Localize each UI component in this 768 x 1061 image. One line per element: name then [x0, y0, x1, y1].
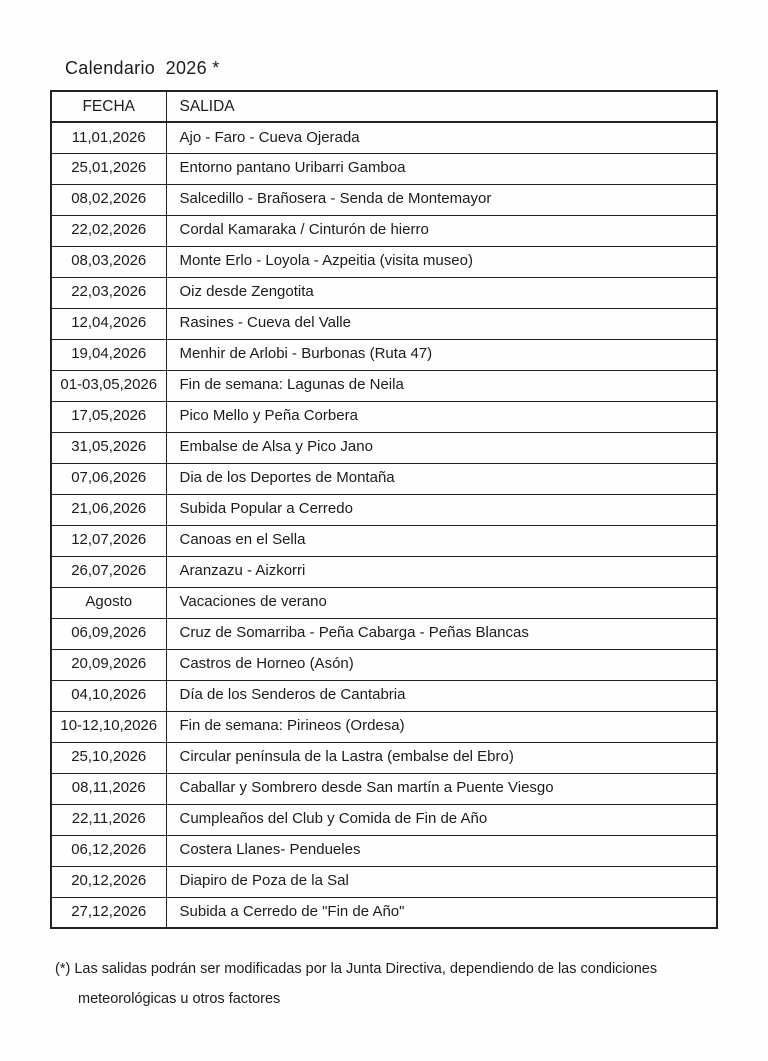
salida-cell: Vacaciones de verano: [166, 587, 717, 618]
table-row: [51, 494, 717, 525]
table-row: [51, 153, 717, 184]
table-row: [51, 835, 717, 866]
fecha-cell: 08,02,2026: [51, 184, 166, 215]
salida-cell: Cruz de Somarriba - Peña Cabarga - Peñas Blancas: [166, 618, 717, 649]
table-row: [51, 308, 717, 339]
table-row: [51, 246, 717, 277]
table-row: [51, 463, 717, 494]
fecha-cell: 22,11,2026: [51, 804, 166, 835]
salida-cell: Menhir de Arlobi - Burbonas (Ruta 47): [166, 339, 717, 370]
table-row: [51, 587, 717, 618]
footnote-line-1: (*) Las salidas podrán ser modificadas por la Junta Directiva, dependiendo de las condiciones: [55, 961, 658, 977]
fecha-cell: 07,06,2026: [51, 463, 166, 494]
fecha-cell: 04,10,2026: [51, 680, 166, 711]
salida-cell: Ajo - Faro - Cueva Ojerada: [166, 122, 717, 153]
fecha-cell: 08,11,2026: [51, 773, 166, 804]
fecha-cell: 06,09,2026: [51, 618, 166, 649]
table-row: [51, 897, 717, 928]
table-header: [51, 91, 717, 122]
fecha-cell: 20,12,2026: [51, 866, 166, 897]
table-row: [51, 556, 717, 587]
footnote: [55, 954, 695, 1014]
fecha-cell: 22,03,2026: [51, 277, 166, 308]
table-row: [51, 680, 717, 711]
salida-cell: Fin de semana: Lagunas de Neila: [166, 370, 717, 401]
fecha-cell: 17,05,2026: [51, 401, 166, 432]
table-row: [51, 525, 717, 556]
salida-cell: Entorno pantano Uribarri Gamboa: [166, 153, 717, 184]
table-row: [51, 401, 717, 432]
header-row: [51, 91, 717, 122]
salida-cell: Canoas en el Sella: [166, 525, 717, 556]
salida-cell: Subida Popular a Cerredo: [166, 494, 717, 525]
fecha-cell: 06,12,2026: [51, 835, 166, 866]
fecha-cell: 25,01,2026: [51, 153, 166, 184]
table-row: [51, 618, 717, 649]
fecha-cell: 12,04,2026: [51, 308, 166, 339]
salida-cell: Pico Mello y Peña Corbera: [166, 401, 717, 432]
table-row: [51, 742, 717, 773]
fecha-cell: 20,09,2026: [51, 649, 166, 680]
salida-cell: Oiz desde Zengotita: [166, 277, 717, 308]
table-body: [51, 122, 717, 928]
table-row: [51, 122, 717, 153]
salida-cell: Embalse de Alsa y Pico Jano: [166, 432, 717, 463]
calendar-table: [50, 90, 718, 929]
salida-cell: Cordal Kamaraka / Cinturón de hierro: [166, 215, 717, 246]
fecha-cell: 25,10,2026: [51, 742, 166, 773]
salida-cell: Cumpleaños del Club y Comida de Fin de Año: [166, 804, 717, 835]
salida-cell: Caballar y Sombrero desde San martín a Puente Viesgo: [166, 773, 717, 804]
page-title: Calendario 2026 *: [65, 58, 220, 78]
fecha-cell: 12,07,2026: [51, 525, 166, 556]
fecha-cell: 19,04,2026: [51, 339, 166, 370]
table-row: [51, 215, 717, 246]
column-header-fecha: FECHA: [51, 91, 166, 122]
table-row: [51, 866, 717, 897]
salida-cell: Aranzazu - Aizkorri: [166, 556, 717, 587]
salida-cell: Costera Llanes- Pendueles: [166, 835, 717, 866]
salida-cell: Fin de semana: Pirineos (Ordesa): [166, 711, 717, 742]
fecha-cell: 01-03,05,2026: [51, 370, 166, 401]
fecha-cell: 27,12,2026: [51, 897, 166, 928]
fecha-cell: 31,05,2026: [51, 432, 166, 463]
fecha-cell: 11,01,2026: [51, 122, 166, 153]
table-row: [51, 339, 717, 370]
salida-cell: Subida a Cerredo de "Fin de Año": [166, 897, 717, 928]
table-row: [51, 277, 717, 308]
salida-cell: Circular península de la Lastra (embalse del Ebro): [166, 742, 717, 773]
table-row: [51, 773, 717, 804]
salida-cell: Rasines - Cueva del Valle: [166, 308, 717, 339]
salida-cell: Dia de los Deportes de Montaña: [166, 463, 717, 494]
fecha-cell: 26,07,2026: [51, 556, 166, 587]
salida-cell: Diapiro de Poza de la Sal: [166, 866, 717, 897]
fecha-cell: 22,02,2026: [51, 215, 166, 246]
table-row: [51, 432, 717, 463]
fecha-cell: 21,06,2026: [51, 494, 166, 525]
fecha-cell: 08,03,2026: [51, 246, 166, 277]
table-row: [51, 649, 717, 680]
footnote-line-2: meteorológicas u otros factores: [78, 991, 281, 1007]
table-row: [51, 184, 717, 215]
salida-cell: Día de los Senderos de Cantabria: [166, 680, 717, 711]
fecha-cell: Agosto: [51, 587, 166, 618]
column-header-salida: SALIDA: [166, 91, 717, 122]
salida-cell: Salcedillo - Brañosera - Senda de Montemayor: [166, 184, 717, 215]
salida-cell: Castros de Horneo (Asón): [166, 649, 717, 680]
table-row: [51, 711, 717, 742]
fecha-cell: 10-12,10,2026: [51, 711, 166, 742]
table-row: [51, 370, 717, 401]
table-row: [51, 804, 717, 835]
salida-cell: Monte Erlo - Loyola - Azpeitia (visita museo): [166, 246, 717, 277]
